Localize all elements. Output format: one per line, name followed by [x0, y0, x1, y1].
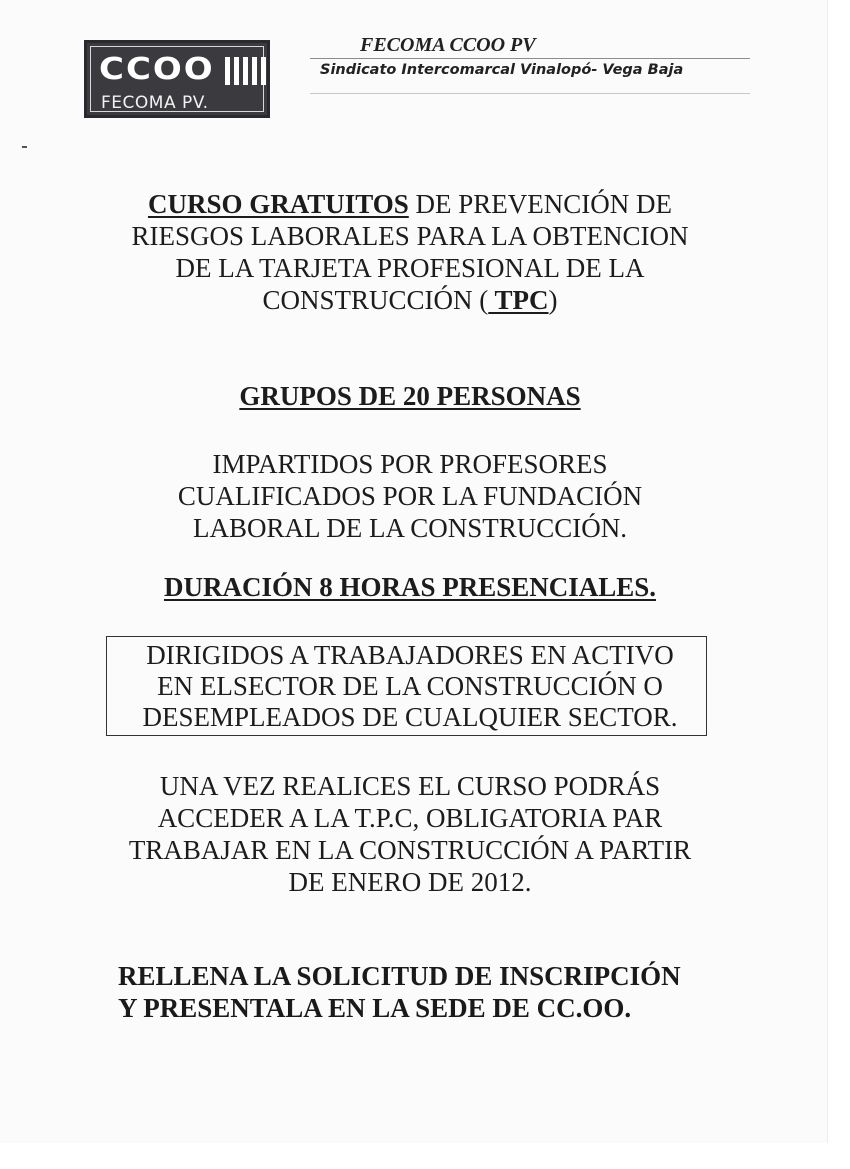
- duration-text: DURACIÓN 8 HORAS PRESENCIALES.: [163, 572, 657, 602]
- ccoo-logo: [84, 40, 270, 118]
- title-line2: RIESGOS LABORALES PARA LA OBTENCION: [131, 221, 689, 251]
- groups-heading: [0, 380, 820, 412]
- course-title: [0, 188, 820, 316]
- imparted-line: CUALIFICADOS POR LA FUNDACIÓN: [177, 481, 643, 511]
- title-line4-post: ): [548, 285, 558, 315]
- tpc-line: UNA VEZ REALICES EL CURSO PODRÁS: [159, 771, 661, 801]
- logo-subtitle: FECOMA PV.: [101, 93, 209, 113]
- org-name: FECOMA CCOO PV: [360, 34, 536, 56]
- logo-bars-icon: [225, 57, 266, 85]
- call-to-action: [118, 960, 818, 1024]
- directed-paragraph: [0, 640, 820, 733]
- page-edge: [827, 0, 850, 1169]
- cta-line: Y PRESENTALA EN LA SEDE DE CC.OO.: [118, 993, 632, 1023]
- directed-line: DESEMPLEADOS DE CUALQUIER SECTOR.: [142, 702, 678, 732]
- tpc-paragraph: [0, 770, 820, 898]
- imparted-paragraph: [0, 448, 820, 544]
- org-subtitle: Sindicato Intercomarcal Vinalopó- Vega Baja: [320, 62, 684, 78]
- imparted-line: IMPARTIDOS POR PROFESORES: [212, 449, 608, 479]
- header-rule-lower: [310, 93, 750, 94]
- header-rule: [310, 58, 750, 59]
- title-line1: DE PREVENCIÓN DE: [408, 189, 673, 219]
- tpc-line: DE ENERO DE 2012.: [288, 867, 532, 897]
- duration-heading: [0, 571, 820, 603]
- groups-text: GRUPOS DE 20 PERSONAS: [239, 381, 581, 411]
- page-bottom-edge: [0, 1143, 850, 1169]
- title-tpc: TPC: [488, 285, 549, 315]
- tpc-line: TRABAJAR EN LA CONSTRUCCIÓN A PARTIR: [128, 835, 692, 865]
- imparted-line: LABORAL DE LA CONSTRUCCIÓN.: [192, 513, 628, 543]
- title-line3: DE LA TARJETA PROFESIONAL DE LA: [175, 253, 645, 283]
- directed-line: EN ELSECTOR DE LA CONSTRUCCIÓN O: [157, 671, 663, 701]
- logo-word: CCOO: [99, 51, 215, 87]
- title-line4-pre: CONSTRUCCIÓN (: [262, 285, 489, 315]
- cta-line: RELLENA LA SOLICITUD DE INSCRIPCIÓN: [118, 961, 681, 991]
- directed-line: DIRIGIDOS A TRABAJADORES EN ACTIVO: [146, 640, 674, 670]
- title-lead: CURSO GRATUITOS: [147, 189, 409, 219]
- tpc-line: ACCEDER A LA T.P.C, OBLIGATORIA PAR: [157, 803, 663, 833]
- scan-mark: [22, 146, 27, 148]
